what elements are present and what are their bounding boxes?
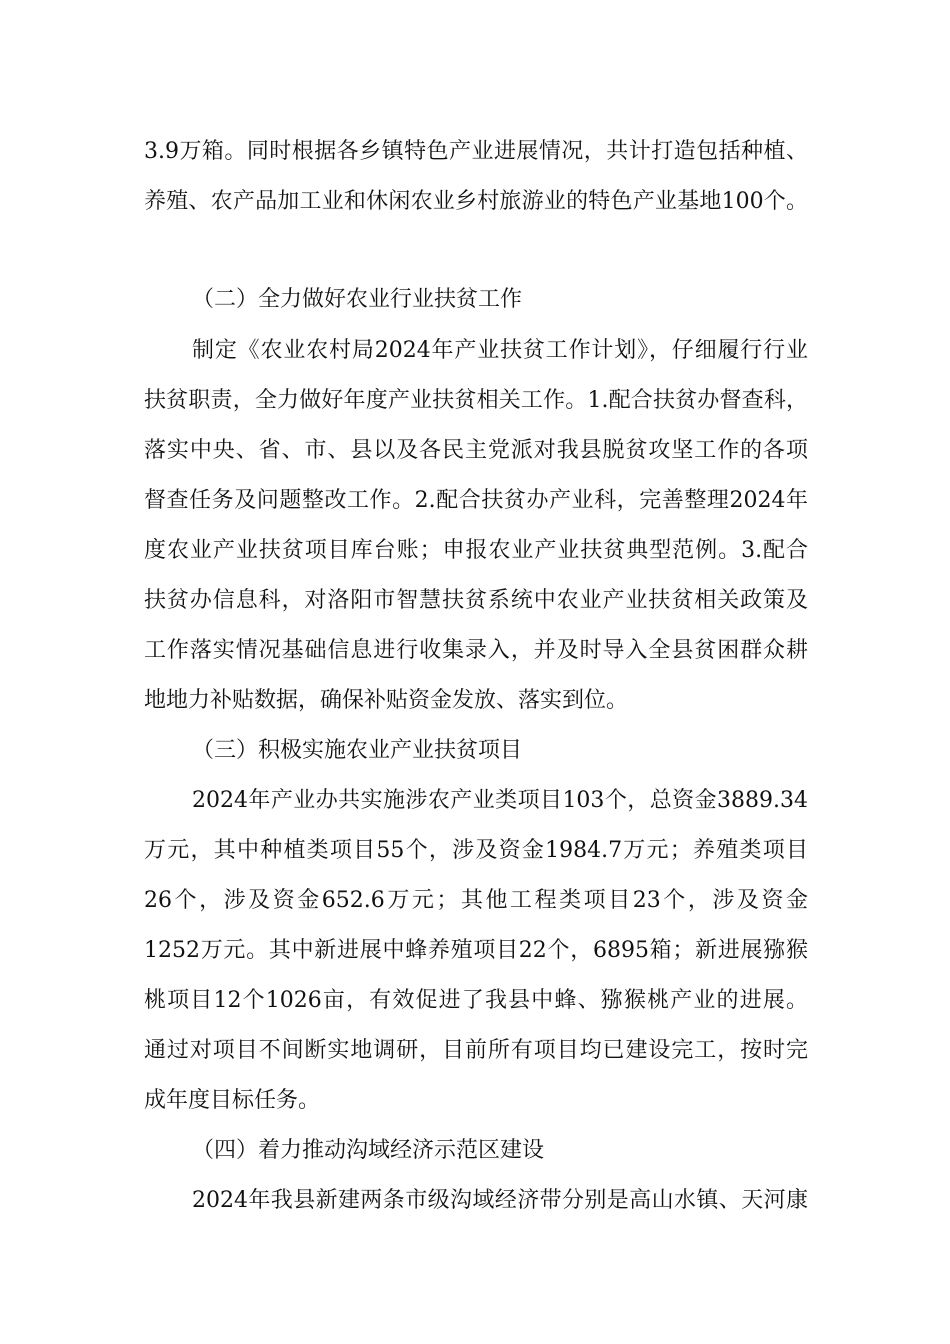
paragraph-line: 扶贫职责，全力做好年度产业扶贫相关工作。1.配合扶贫办督查科，: [144, 388, 808, 413]
section-heading: （三）积极实施农业产业扶贫项目: [192, 738, 523, 763]
paragraph-line: 扶贫办信息科，对洛阳市智慧扶贫系统中农业产业扶贫相关政策及: [144, 588, 808, 613]
section-heading: （四）着力推动沟域经济示范区建设: [192, 1138, 545, 1163]
paragraph-line: 制定《农业农村局2024年产业扶贫工作计划》，仔细履行行业: [192, 338, 808, 363]
paragraph-line: 成年度目标任务。: [144, 1088, 321, 1113]
paragraph-line: 通过对项目不间断实地调研，目前所有项目均已建设完工，按时完: [144, 1038, 808, 1063]
paragraph-line: 桃项目12个1026亩，有效促进了我县中蜂、猕猴桃产业的进展。: [144, 988, 808, 1013]
paragraph-line: 落实中央、省、市、县以及各民主党派对我县脱贫攻坚工作的各项: [144, 438, 808, 463]
paragraph-line: 工作落实情况基础信息进行收集录入，并及时导入全县贫困群众耕: [144, 638, 808, 663]
paragraph-line: 2024年产业办共实施涉农产业类项目103个，总资金3889.34: [192, 788, 808, 813]
paragraph-line: 2024年我县新建两条市级沟域经济带分别是高山水镇、天河康: [192, 1188, 808, 1213]
paragraph-line: 养殖、农产品加工业和休闲农业乡村旅游业的特色产业基地100个。: [144, 189, 808, 214]
section-heading: （二）全力做好农业行业扶贫工作: [192, 287, 523, 312]
paragraph-line: 万元，其中种植类项目55个，涉及资金1984.7万元；养殖类项目: [144, 838, 808, 863]
paragraph-line: 督查任务及问题整改工作。2.配合扶贫办产业科，完善整理2024年: [144, 488, 808, 513]
paragraph-line: 26个，涉及资金652.6万元；其他工程类项目23个，涉及资金: [144, 888, 808, 913]
paragraph-line: 度农业产业扶贫项目库台账；申报农业产业扶贫典型范例。3.配合: [144, 538, 808, 563]
paragraph-line: 地地力补贴数据，确保补贴资金发放、落实到位。: [144, 688, 629, 713]
paragraph-line: 3.9万箱。同时根据各乡镇特色产业进展情况，共计打造包括种植、: [144, 139, 808, 164]
paragraph-line: 1252万元。其中新进展中蜂养殖项目22个，6895箱；新进展猕猴: [144, 938, 808, 963]
